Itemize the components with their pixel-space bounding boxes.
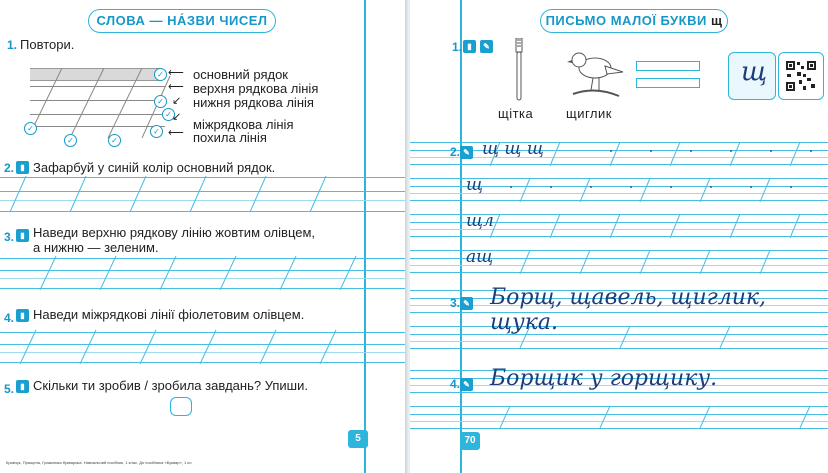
- sample-letter: щ: [741, 57, 768, 87]
- task-number: 4.: [4, 311, 15, 325]
- task-text: Повтори.: [20, 37, 75, 52]
- check-icon: ✓: [150, 125, 163, 138]
- page-number: 5: [348, 430, 368, 448]
- right-title-banner: [540, 9, 728, 33]
- right-page: [410, 0, 828, 473]
- left-page: [0, 0, 407, 473]
- left-title-banner: СЛОВА — НА́ЗВИ ЧИСЕЛ: [88, 9, 276, 33]
- footer-text: Кравчук, Прищепа, Граматика букварика. Навчальний посібник, 1 клас. До посібника «Буквар», 1 кл.: [6, 460, 193, 465]
- arrow-icon: ⟵: [168, 127, 184, 139]
- handwriting-sentence: Борщ, щавель, щиглик, щука.: [490, 285, 767, 335]
- qr-code-icon: [785, 60, 817, 92]
- task-text: Зафарбуй у синій колір основний рядок.: [33, 160, 276, 175]
- pencil-icon: ✎: [460, 146, 473, 159]
- task-number: 1.: [452, 40, 463, 54]
- task-number: 2.: [4, 161, 15, 175]
- arrow-icon: ⟵: [168, 67, 184, 79]
- check-icon: ✓: [162, 108, 175, 121]
- task-text: Наведи міжрядкові лінії фіолетовим олівцем.: [33, 307, 305, 322]
- arrow-icon: ↙: [172, 111, 182, 123]
- check-icon: ✓: [64, 134, 77, 147]
- page-number: 70: [460, 432, 480, 450]
- diagram-label: похила лінія: [193, 130, 267, 145]
- handwriting-row: ащ: [466, 247, 494, 267]
- diagram-label: основний рядок: [193, 67, 288, 82]
- diagram-label: нижня рядкова лінія: [193, 95, 314, 110]
- book-icon: ▮: [16, 309, 29, 322]
- picture-caption: щітка: [498, 106, 534, 121]
- picture-caption: щиглик: [566, 106, 612, 121]
- handwriting-sentence: Борщик у горщику.: [490, 366, 718, 391]
- task-text: Скільки ти зробив / зробила завдань? Упиши.: [33, 378, 308, 393]
- check-icon: ✓: [154, 68, 167, 81]
- check-icon: ✓: [154, 95, 167, 108]
- book-icon: ▮: [16, 229, 29, 242]
- banner-letter: щ: [710, 13, 723, 28]
- pencil-icon: ✎: [460, 378, 473, 391]
- task-number: 4.: [450, 377, 461, 391]
- answer-frame[interactable]: [636, 78, 700, 88]
- book-icon: ▮: [16, 380, 29, 393]
- task-text: а нижню — зеленим.: [33, 240, 159, 255]
- answer-frame[interactable]: [636, 61, 700, 71]
- sample-letter-card: [728, 52, 776, 100]
- banner-title: ПИСЬМО МАЛОЇ БУКВИ: [545, 13, 707, 28]
- book-icon: ▮: [463, 40, 476, 53]
- arrow-icon: ↙: [172, 95, 182, 107]
- task-text: Наведи верхню рядкову лінію жовтим олівцем,: [33, 225, 316, 240]
- arrow-icon: ⟵: [168, 81, 184, 93]
- check-icon: ✓: [24, 122, 37, 135]
- pencil-icon: ✎: [460, 297, 473, 310]
- task-number: 5.: [4, 382, 15, 396]
- qr-card[interactable]: [778, 52, 824, 100]
- pencil-icon: ✎: [480, 40, 493, 53]
- diagram-label: верхня рядкова лінія: [193, 81, 319, 96]
- book-icon: ▮: [16, 161, 29, 174]
- check-icon: ✓: [108, 134, 121, 147]
- goldfinch-icon: [565, 42, 625, 102]
- handwriting-row: щл: [466, 211, 494, 231]
- toothbrush-icon: [508, 38, 530, 102]
- task-number: 3.: [4, 230, 15, 244]
- task-number: 1.: [7, 38, 18, 52]
- task-number: 2.: [450, 145, 461, 159]
- slant-guides: [0, 170, 407, 370]
- handwriting-row: щ: [466, 175, 484, 195]
- answer-box[interactable]: [170, 397, 192, 416]
- task-number: 3.: [450, 296, 461, 310]
- handwriting-row: щ щ щ: [482, 139, 544, 159]
- diagram-label: міжрядкова лінія: [193, 117, 294, 132]
